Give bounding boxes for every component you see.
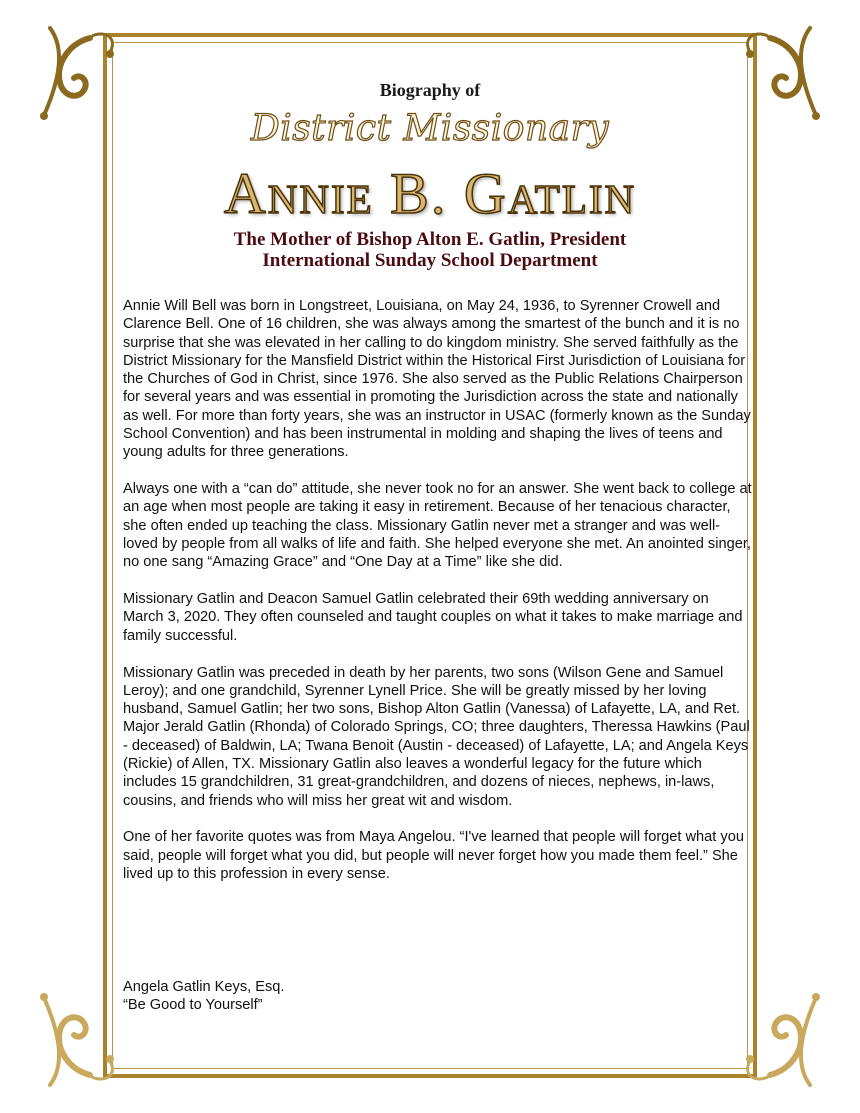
subtitle: [0, 229, 860, 271]
flourish-ornament-icon: [735, 975, 830, 1095]
subtitle-line-2: International Sunday School Department: [262, 250, 598, 271]
paragraph-attitude: Always one with a “can do” attitude, she never took no for an answer. She went back to college at an age when most people are taking it easy in retirement. Because of her tenacious character, she often ended up teaching the class. Missionary Gatlin never met a stranger and was well-loved by people from all walks of life and faith. She helped everyone she met. An anointed singer, no one sang “Amazing Grace” and “One Day at a Time” like she did.: [123, 481, 752, 571]
biography-label: Biography of: [379, 80, 481, 100]
page-title-name: Annie B. Gatlin: [223, 161, 637, 226]
subtitle-line-1: The Mother of Bishop Alton E. Gatlin, President: [233, 229, 627, 250]
paragraph-birth: Annie Will Bell was born in Longstreet, Louisiana, on May 24, 1936, to Syrenner Crowell and Clarence Bell. One of 16 children, she was always among the smartest of the bunch and it is no surprise that she was elevated in her calling to do kingdom ministry. She served faithfully as the District Missionary for the Mansfield District within the Historical First Jurisdiction of Louisiana for the Churches of God in Christ, since 1976. She also served as the Public Relations Chairperson for several years and was essential in promoting the Jurisdiction across the state and nationally as well. For more than forty years, she was an instructor in USAC (formerly known as the Sunday School Convention) and has been instrumental in molding and shaping the lives of teens and young adults for three generations.: [123, 298, 751, 461]
paragraph-quote: One of her favorite quotes was from Maya Angelou. “I've learned that people will forget what you said, people will forget what you did, but people will never forget how you made them feel.” She lived up to this profession in every sense.: [123, 829, 744, 883]
title-district-missionary: District Missionary: [250, 108, 610, 149]
biography-body: [123, 297, 753, 902]
paragraph-marriage: Missionary Gatlin and Deacon Samuel Gatlin celebrated their 69th wedding anniversary on March 3, 2020. They often counseled and taught couples on what it takes to make marriage and family successful.: [123, 591, 743, 644]
paragraph-family: Missionary Gatlin was preceded in death by her parents, two sons (Wilson Gene and Samuel Leroy); and one grandchild, Syrenner Lynell Price. She will be greatly missed by her loving husband, Samuel Gatlin; her two sons, Bishop Alton Gatlin (Vanessa) of Lafayette, LA, and Ret. Major Jerald Gatlin (Rhonda) of Colorado Springs, CO; three daughters, Theressa Hawkins (Paul - deceased) of Baldwin, LA; Twana Benoit (Austin - deceased) of Lafayette, LA; and Angela Keys (Rickie) of Allen, TX. Missionary Gatlin also leaves a wonderful legacy for the future which includes 15 grandchildren, 31 great-grandchildren, and dozens of nieces, nephews, in-laws, cousins, and friends who will miss her great wit and wisdom.: [123, 664, 750, 809]
signature-block: [123, 978, 284, 1015]
flourish-ornament-icon: [30, 975, 125, 1095]
signature-author: Angela Gatlin Keys, Esq.: [123, 979, 285, 995]
signature-closing: “Be Good to Yourself”: [123, 997, 263, 1014]
